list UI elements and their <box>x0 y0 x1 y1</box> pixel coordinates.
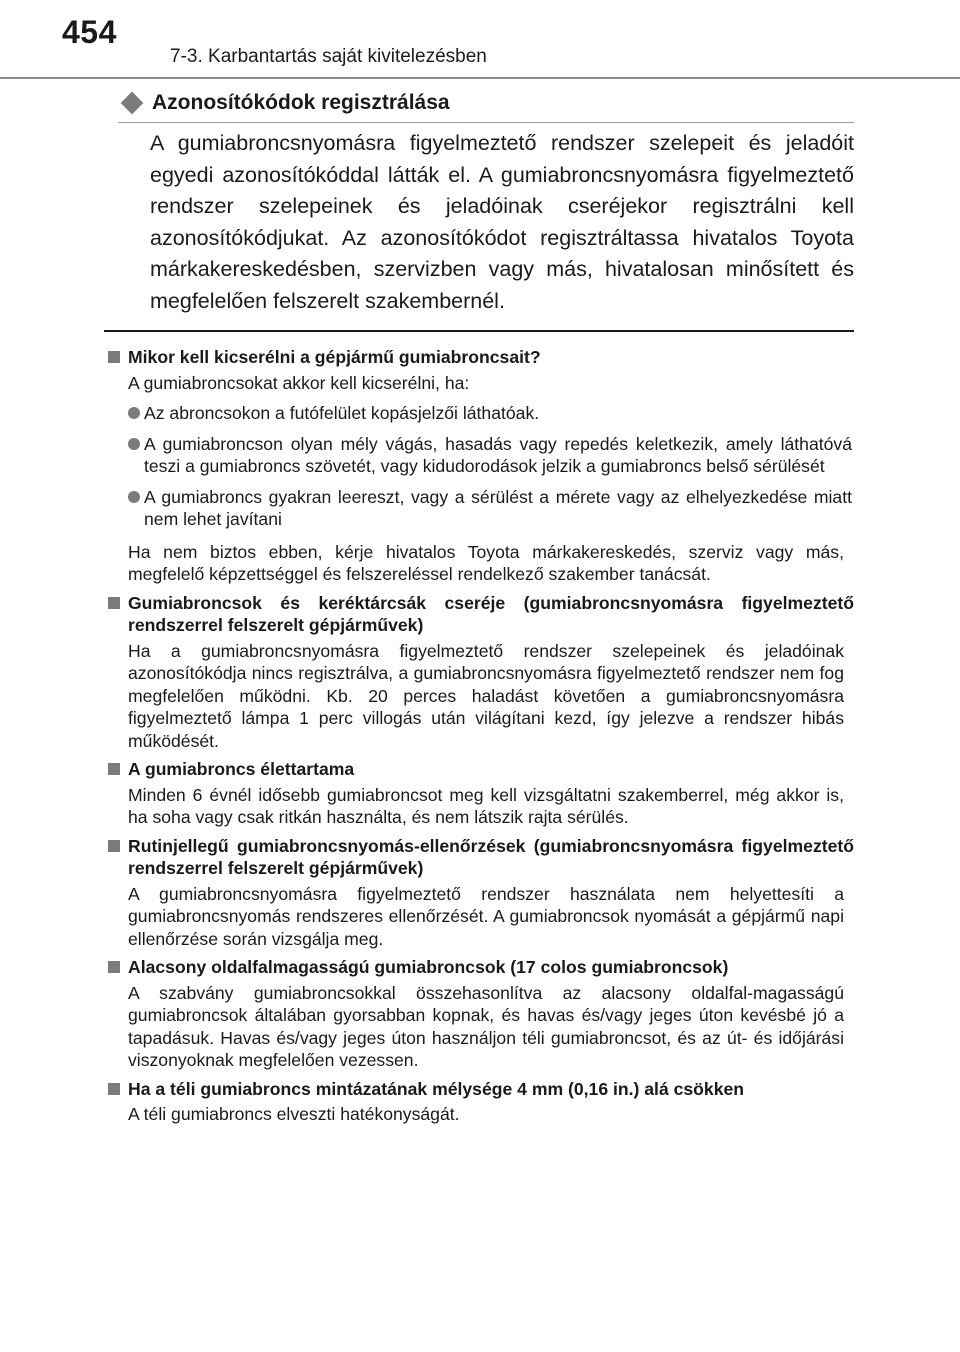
circle-bullet-icon <box>128 407 140 419</box>
topic-text: Minden 6 évnél idősebb gumiabroncsot meg kell vizsgáltatni szakemberrel, még akkor is, ha soha vagy csak ritkán használta, és nem látszik rajta sérülés. <box>128 784 844 827</box>
page-number: 454 <box>62 14 117 50</box>
square-bullet-icon <box>108 763 120 775</box>
topic-heading: Mikor kell kicserélni a gépjármű gumiabroncsait? <box>106 346 854 369</box>
chapter-title: 7-3. Karbantartás saját kivitelezésben <box>170 46 487 67</box>
section-heading <box>118 88 854 123</box>
topic-text: Ha a gumiabroncsnyomásra figyelmeztető rendszer szelepeinek és jeladóinak azonosítókódja nincs regisztrálva, a gumiabroncsnyomásra figyelmeztető rendszer nem fog megfelelően működni. Kb. 20 perces haladást követően a gumiabroncsnyomásra figyelmeztető lámpa 1 perc villogás után világítani kezd, így jelezve a rendszer hibás működését. <box>128 640 844 751</box>
header-divider <box>0 77 960 79</box>
topic-heading: Alacsony oldalfalmagasságú gumiabroncsok (17 colos gumiabroncsok) <box>106 956 854 979</box>
list-item: A gumiabroncs gyakran leereszt, vagy a sérülést a mérete vagy az elhelyezkedése miatt nem lehet javítani <box>106 486 854 531</box>
topic-text: A téli gumiabroncs elveszti hatékonyságát. <box>128 1104 460 1124</box>
list-item: Az abroncsokon a futófelület kopásjelzői láthatóak. <box>106 402 854 425</box>
square-bullet-icon <box>108 351 120 363</box>
section-title: Azonosítókódok regisztrálása <box>152 91 450 114</box>
list-item: A gumiabroncson olyan mély vágás, hasadás vagy repedés keletkezik, amely láthatóvá teszi a gumiabroncs szövetét, vagy kidudorodások jelzik a gumiabroncs belső sérülését <box>106 433 854 478</box>
page-header <box>0 0 960 80</box>
circle-bullet-icon <box>128 438 140 450</box>
circle-bullet-icon <box>128 491 140 503</box>
topic-heading: Rutinjellegű gumiabroncsnyomás-ellenőrzések (gumiabroncsnyomásra figyelmeztető rendszerrel felszerelt gépjárművek) <box>106 835 854 880</box>
topic-heading: Gumiabroncsok és keréktárcsák cseréje (gumiabroncsnyomásra figyelmeztető rendszerrel felszerelt gépjárművek) <box>106 592 854 637</box>
section-divider <box>118 122 854 123</box>
topics-body <box>106 340 854 1126</box>
square-bullet-icon <box>108 840 120 852</box>
topic-heading: A gumiabroncs élettartama <box>106 758 854 781</box>
topic-text: A szabvány gumiabroncsokkal összehasonlítva az alacsony oldalfal-magasságú gumiabroncsok általában gyorsabban kopnak, és havas és/vagy jeges úton kevésbé jó a tapadásuk. Havas és/vagy jeges úton használjon téli gumiabroncsot, és az út- és időjárási viszonyoknak megfelelően vezessen. <box>128 982 844 1070</box>
square-bullet-icon <box>108 597 120 609</box>
intro-divider <box>104 330 854 332</box>
topic-note: Ha nem biztos ebben, kérje hivatalos Toyota márkakereskedés, szerviz vagy más, megfelelő képzettséggel és felszereléssel rendelkező szakember tanácsát. <box>128 541 844 584</box>
topic-text: A gumiabroncsokat akkor kell kicserélni, ha: <box>128 372 470 393</box>
topic-text: A gumiabroncsnyomásra figyelmeztető rendszer használata nem helyettesíti a gumiabroncsnyomás rendszeres ellenőrzését. A gumiabroncsok nyomását a gépjármű napi ellenőrzése során vizsgálja meg. <box>128 883 844 949</box>
diamond-icon <box>121 92 144 115</box>
square-bullet-icon <box>108 1083 120 1095</box>
section-intro: A gumiabroncsnyomásra figyelmeztető rendszer szelepeit és jeladóit egyedi azonosítókóddal látták el. A gumiabroncsnyomásra figyelmeztető rendszer szelepeinek és jeladóinak cseréjekor regisztrálni kell azonosítókódjukat. Az azonosítókódot regisztráltassa hivatalos Toyota márkakereskedésben, szervizben vagy más, hivatalosan minősített és megfelelően felszerelt szakembernél. <box>150 131 854 313</box>
square-bullet-icon <box>108 961 120 973</box>
topic-heading: Ha a téli gumiabroncs mintázatának mélysége 4 mm (0,16 in.) alá csökken <box>106 1078 854 1101</box>
